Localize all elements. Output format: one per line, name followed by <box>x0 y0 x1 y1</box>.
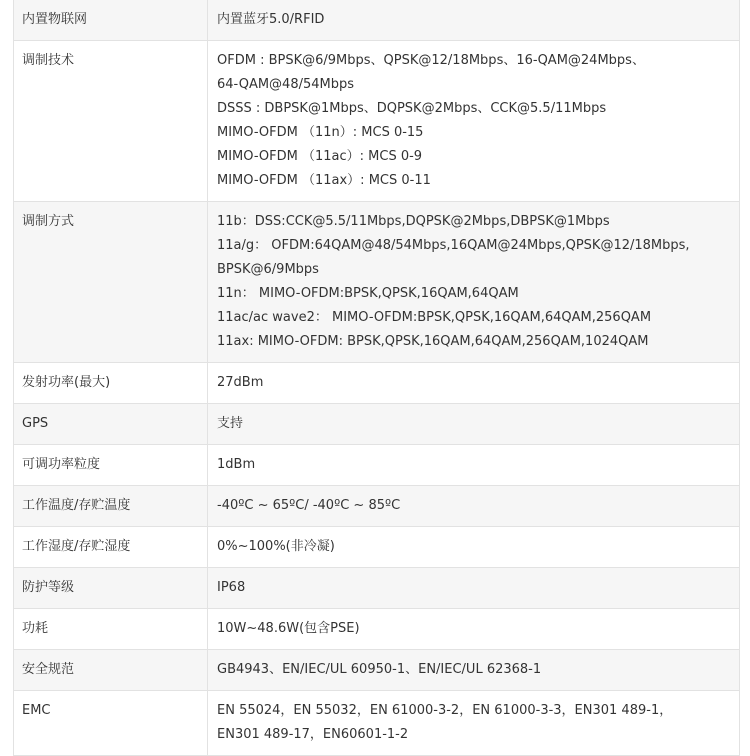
spec-value <box>208 41 740 202</box>
spec-value-line: 11ac/ac wave2： MIMO-OFDM:BPSK,QPSK,16QAM,64QAM,256QAM <box>217 310 652 325</box>
spec-label <box>14 363 208 404</box>
spec-label <box>14 568 208 609</box>
spec-value-line: EN 55024，EN 55032，EN 61000-3-2，EN 61000-3-3，EN301 489-1， <box>217 703 673 718</box>
spec-label <box>14 202 208 363</box>
spec-label-text: 安全规范 <box>22 662 75 677</box>
spec-label <box>14 527 208 568</box>
spec-value-line: BPSK@6/9Mbps <box>217 262 319 277</box>
spec-row-safety <box>14 650 740 691</box>
spec-label <box>14 0 208 41</box>
spec-value-line: MIMO-OFDM （11ax）: MCS 0-11 <box>217 173 431 188</box>
spec-label <box>14 691 208 756</box>
spec-value <box>208 445 740 486</box>
spec-value <box>208 527 740 568</box>
spec-value <box>208 650 740 691</box>
spec-row-power-granularity <box>14 445 740 486</box>
spec-label-text: EMC <box>22 703 51 718</box>
spec-value-line: MIMO-OFDM （11ac）: MCS 0-9 <box>217 149 423 164</box>
spec-label <box>14 404 208 445</box>
spec-row-protection-rating <box>14 568 740 609</box>
spec-value <box>208 404 740 445</box>
spec-label <box>14 445 208 486</box>
spec-row-power-consumption <box>14 609 740 650</box>
spec-row-temperature <box>14 486 740 527</box>
spec-value <box>208 202 740 363</box>
spec-value-line: 64-QAM@48/54Mbps <box>217 77 355 92</box>
spec-value-line: 1dBm <box>217 457 256 472</box>
spec-value-line: EN301 489-17，EN60601-1-2 <box>217 727 409 742</box>
spec-label <box>14 609 208 650</box>
spec-value-line: MIMO-OFDM （11n）: MCS 0-15 <box>217 125 424 140</box>
spec-value-line: IP68 <box>217 580 246 595</box>
spec-value-line: GB4943、EN/IEC/UL 60950-1、EN/IEC/UL 62368-1 <box>217 662 542 677</box>
spec-value-line: OFDM : BPSK@6/9Mbps、QPSK@12/18Mbps、16-QAM@24Mbps、 <box>217 53 645 68</box>
spec-label-text: 内置物联网 <box>22 12 88 27</box>
spec-value <box>208 486 740 527</box>
spec-row-modulation-mode <box>14 202 740 363</box>
spec-row-emc <box>14 691 740 756</box>
spec-row-modulation-technology <box>14 41 740 202</box>
spec-value-line: 11ax: MIMO-OFDM: BPSK,QPSK,16QAM,64QAM,256QAM,1024QAM <box>217 334 649 349</box>
spec-label-text: 工作湿度/存贮湿度 <box>22 539 131 554</box>
spec-label <box>14 486 208 527</box>
spec-value <box>208 568 740 609</box>
spec-value-line: -40ºC ~ 65ºC/ -40ºC ~ 85ºC <box>217 498 401 513</box>
spec-value-line: 0%~100%(非冷凝) <box>217 539 335 554</box>
spec-value-line: 支持 <box>217 416 244 431</box>
spec-label-text: 发射功率(最大) <box>22 375 111 390</box>
spec-row-iot <box>14 0 740 41</box>
spec-label-text: 防护等级 <box>22 580 75 595</box>
spec-row-tx-power <box>14 363 740 404</box>
spec-value-line: DSSS : DBPSK@1Mbps、DQPSK@2Mbps、CCK@5.5/11Mbps <box>217 101 607 116</box>
spec-value <box>208 691 740 756</box>
spec-label-text: 调制方式 <box>22 214 75 229</box>
spec-label-text: 功耗 <box>22 621 49 636</box>
spec-label-text: 工作温度/存贮温度 <box>22 498 131 513</box>
spec-label-text: GPS <box>22 416 49 431</box>
spec-value-line: 10W~48.6W(包含PSE) <box>217 621 360 636</box>
spec-label-text: 可调功率粒度 <box>22 457 101 472</box>
spec-row-humidity <box>14 527 740 568</box>
spec-value <box>208 363 740 404</box>
spec-label <box>14 650 208 691</box>
spec-value-line: 11b：DSS:CCK@5.5/11Mbps,DQPSK@2Mbps,DBPSK@1Mbps <box>217 214 610 229</box>
spec-label-text: 调制技术 <box>22 53 75 68</box>
spec-value-line: 27dBm <box>217 375 264 390</box>
spec-value-line: 11a/g： OFDM:64QAM@48/54Mbps,16QAM@24Mbps,QPSK@12/18Mbps, <box>217 238 690 253</box>
spec-label <box>14 41 208 202</box>
spec-value <box>208 0 740 41</box>
spec-value-line: 11n： MIMO-OFDM:BPSK,QPSK,16QAM,64QAM <box>217 286 519 301</box>
spec-value <box>208 609 740 650</box>
spec-value-line: 内置蓝牙5.0/RFID <box>217 12 325 27</box>
spec-table <box>13 0 740 756</box>
spec-row-gps <box>14 404 740 445</box>
